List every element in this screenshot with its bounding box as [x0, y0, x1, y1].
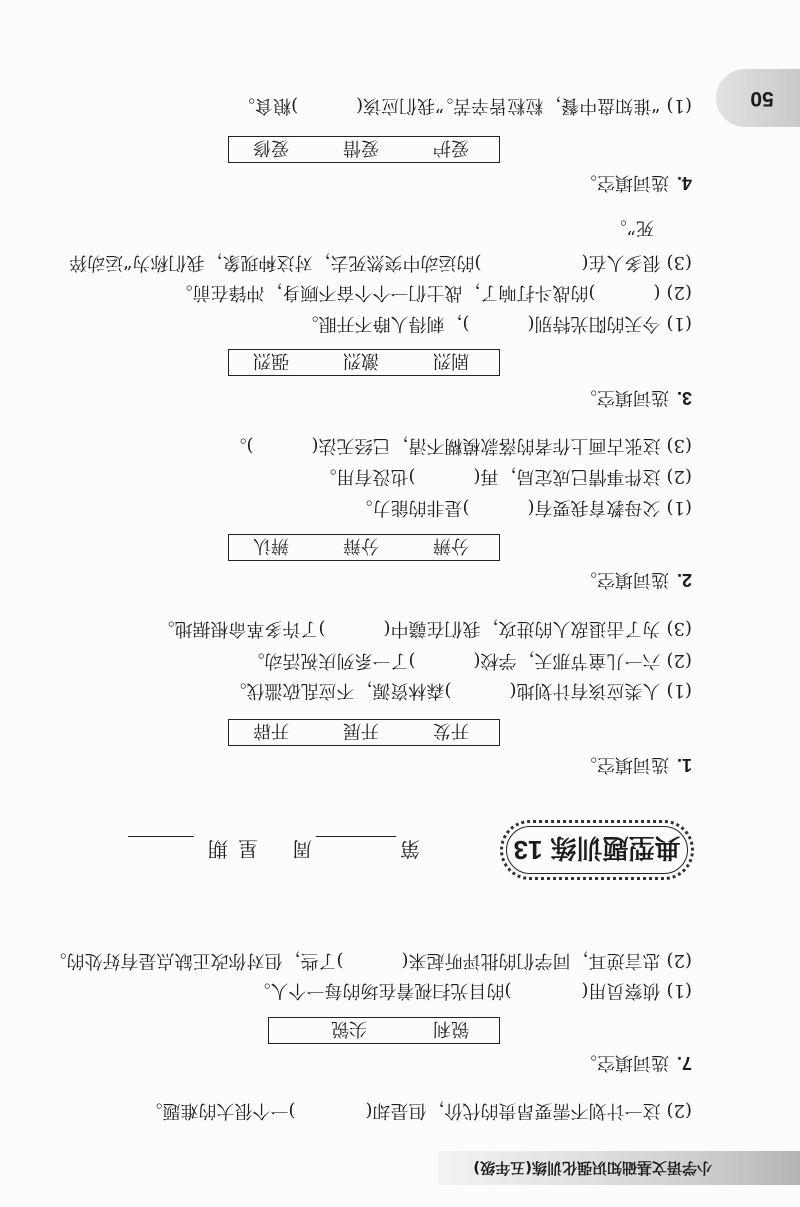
word-option: 强烈 [253, 350, 289, 372]
question-text-after: )粮食。 [237, 95, 299, 116]
word-option: 爱修 [253, 137, 289, 159]
question-label: (1) [666, 980, 692, 1001]
question-label: (3) [666, 435, 692, 456]
training-number: 13 [513, 835, 543, 866]
section-instruction: 选词填空。 [578, 754, 669, 775]
word-option: 开发 [433, 720, 469, 742]
question-text-before: 人类应该有计划地( [509, 680, 661, 701]
question-2-3 [228, 433, 692, 457]
word-option: 开展 [343, 720, 379, 742]
section-instruction: 选词填空。 [578, 569, 669, 590]
question-label: (2) [666, 466, 692, 487]
question-label: (3) [666, 252, 692, 273]
week-blank-line [316, 836, 396, 859]
question-text-continuation: 死”。 [608, 217, 654, 238]
section-number: 4. [676, 173, 692, 193]
word-option: 爱护 [433, 137, 469, 159]
word-options-box [228, 719, 500, 746]
question-text-before: 侦察员用( [581, 980, 661, 1001]
word-option: 分辩 [343, 535, 379, 557]
word-option: 爱惜 [343, 137, 379, 159]
question-label: (1) [666, 95, 692, 116]
section-3-heading [579, 386, 692, 410]
question-text-after: )了一系列庆祝活动。 [246, 650, 416, 671]
word-option: 激烈 [343, 350, 379, 372]
question-text-after: )。 [228, 435, 254, 456]
weekday-label: 星期 [198, 837, 258, 861]
section-1-heading [579, 753, 692, 777]
section-number: 1. [676, 755, 692, 775]
question-label: (2) [666, 1100, 692, 1121]
section-number: 3. [676, 388, 692, 408]
question-label: (2) [666, 950, 692, 971]
question-3-3 [69, 250, 692, 274]
question-7-2 [48, 948, 692, 972]
question-label: (1) [666, 497, 692, 518]
question-label: (3) [666, 618, 692, 639]
question-text-before: 忠言逆耳，同学们的批评听起来( [401, 950, 661, 971]
question-1-3 [156, 616, 692, 640]
question-text-after: )了许多革命根据地。 [156, 618, 326, 639]
question-6-2 [144, 1098, 692, 1122]
training-badge [500, 820, 694, 880]
question-text-after: )，刺得人睁不开眼。 [300, 313, 470, 334]
question-1-1 [228, 678, 692, 702]
question-2-2 [318, 464, 692, 488]
word-options-box [228, 349, 500, 376]
question-1-2 [246, 648, 692, 672]
word-option: 剧烈 [433, 350, 469, 372]
word-option: 辨认 [253, 535, 289, 557]
page-number-tab [716, 69, 800, 127]
section-instruction: 选词填空。 [578, 387, 669, 408]
question-text-before: “谁知盘中餐，粒粒皆辛苦。”我们应该( [356, 95, 661, 116]
question-label: (1) [666, 313, 692, 334]
question-text-after: )也没有用。 [318, 466, 416, 487]
training-title [506, 826, 688, 874]
week-prefix: 第 [400, 837, 420, 861]
question-text-before: 为了击退敌人的进攻，我们在赣中( [383, 618, 661, 639]
section-number: 7. [676, 1053, 692, 1073]
section-2-heading [579, 568, 692, 592]
question-text-before: 这一计划不需要昂贵的代价，但是却( [365, 1100, 661, 1121]
question-3-3-continuation [609, 215, 654, 239]
book-title: 小学语文基础知识强化训练(五年级) [473, 1159, 712, 1177]
question-text-after: )了些，但对你改正缺点是有好处的。 [48, 950, 344, 971]
word-option: 开辟 [253, 720, 289, 742]
section-instruction: 选词填空。 [578, 1052, 669, 1073]
word-options-box [228, 136, 500, 163]
word-options-box [268, 1017, 500, 1044]
word-option: 尖锐 [331, 1018, 367, 1040]
question-text-before: 父母教育我要有( [527, 497, 661, 518]
section-4-heading [579, 171, 692, 195]
page-number: 50 [750, 87, 774, 110]
question-3-1 [300, 311, 692, 335]
question-text-before: 这张古画上作者的落款模糊不清，已经无法( [311, 435, 661, 456]
question-text-after: )一个很大的难题。 [144, 1100, 296, 1121]
week-unit: 周 [292, 837, 312, 861]
question-text-before: 六一儿童节那天，学校( [473, 650, 661, 671]
question-7-1 [252, 978, 692, 1002]
word-option: 锐利 [433, 1018, 469, 1040]
word-option: 分辨 [433, 535, 469, 557]
section-7-heading [579, 1051, 692, 1075]
question-label: (1) [666, 680, 692, 701]
question-text-before: ( [653, 282, 661, 303]
running-header [438, 1151, 800, 1185]
word-options-box [228, 534, 500, 561]
question-text-before: 这件事情已成定局，再( [473, 466, 661, 487]
question-text-after: )的运动中突然死去，对这种现象，我们称为“运动猝 [69, 252, 482, 273]
question-3-2 [174, 280, 692, 304]
question-4-1 [237, 93, 692, 117]
week-date-line [128, 836, 420, 864]
question-text-after: )的目光扫视着在场的每一个人。 [252, 980, 512, 1001]
question-text-before: 今天的阳光特别( [527, 313, 661, 334]
question-text-before: 很多人在( [581, 252, 661, 273]
question-text-after: )是非的能力。 [354, 497, 470, 518]
question-text-after: )森林资源，不应乱砍滥伐。 [228, 680, 452, 701]
section-instruction: 选词填空。 [578, 172, 669, 193]
question-label: (2) [666, 282, 692, 303]
section-number: 2. [676, 570, 692, 590]
training-title-text: 典型题训练 [550, 832, 681, 863]
question-text-after: )的战斗打响了，战士们一个个奋不顾身，冲锋在前。 [174, 282, 596, 303]
weekday-blank-line [128, 836, 194, 859]
question-2-1 [354, 495, 692, 519]
question-label: (2) [666, 650, 692, 671]
